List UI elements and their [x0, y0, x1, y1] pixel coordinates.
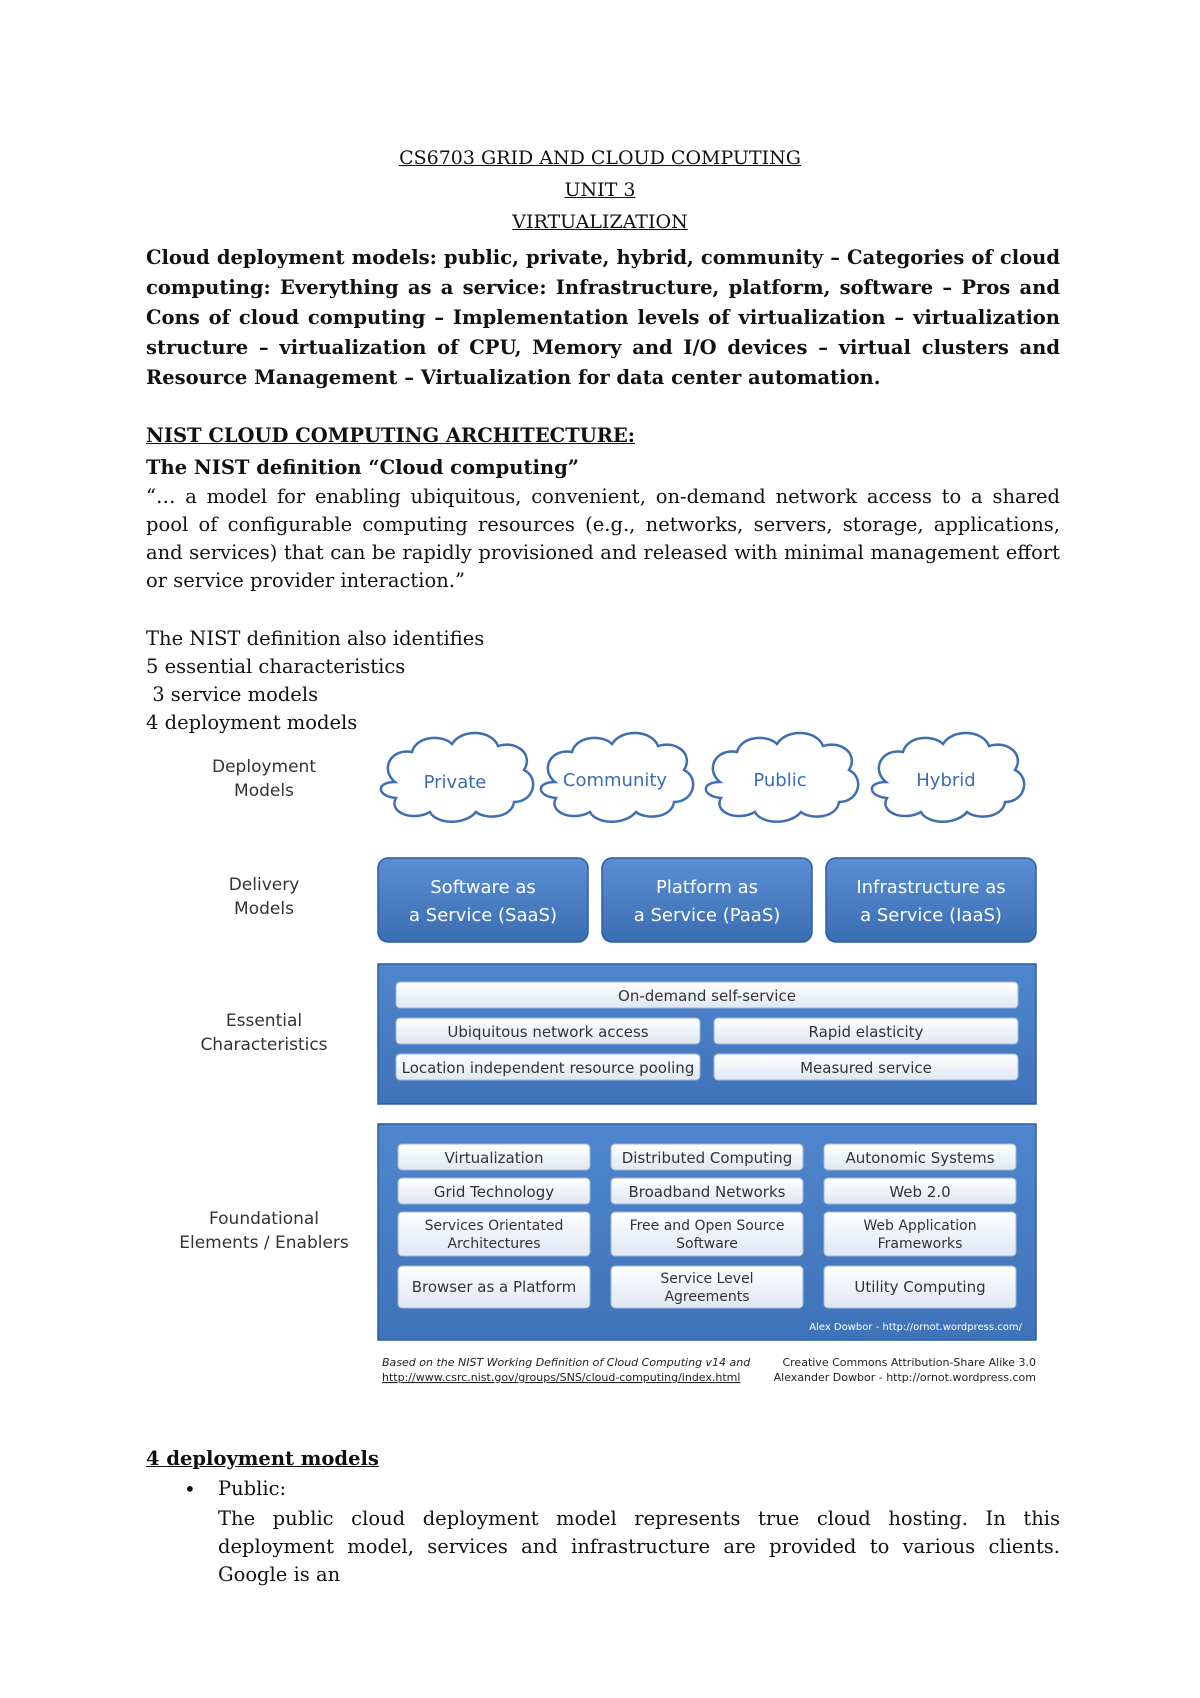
row-label-deployment: Models: [234, 781, 294, 801]
row-label-essential: Characteristics: [200, 1035, 328, 1055]
foundational-item: Free and Open Source: [629, 1218, 785, 1234]
foundational-item: Broadband Networks: [628, 1183, 786, 1201]
nist-architecture-diagram: [150, 730, 1070, 1410]
nist-item: 4 deployment models: [146, 711, 358, 734]
essential-item: On-demand self-service: [618, 987, 796, 1005]
svg-text:a Service (PaaS): a Service (PaaS): [633, 905, 781, 926]
foundational-item: Services Orientated: [424, 1218, 564, 1234]
diagram-attribution: Alex Dowbor - http://ornot.wordpress.com/: [809, 1322, 1022, 1333]
svg-text:a Service (IaaS): a Service (IaaS): [860, 905, 1002, 926]
bullet-marker: •: [184, 1477, 196, 1501]
row-label-foundational: Foundational: [208, 1209, 320, 1229]
foundational-item: Service Level: [660, 1271, 754, 1287]
svg-text:Infrastructure as: Infrastructure as: [856, 877, 1006, 898]
diagram-footer-right: Creative Commons Attribution-Share Alike 3.0: [782, 1356, 1036, 1369]
delivery-box-saas: [378, 858, 588, 942]
svg-text:Hybrid: Hybrid: [916, 770, 976, 791]
foundational-item: Web 2.0: [889, 1183, 951, 1201]
diagram-footer-left: Based on the NIST Working Definition of Cloud Computing v14 and: [382, 1356, 751, 1369]
svg-text:a Service (SaaS): a Service (SaaS): [409, 905, 557, 926]
row-label-essential: Essential: [225, 1011, 303, 1031]
foundational-item: Autonomic Systems: [845, 1149, 995, 1167]
diagram-footer-left-link: http://www.csrc.nist.gov/groups/SNS/cloud-computing/index.html: [382, 1371, 741, 1384]
nist-identifies-text: The NIST definition also identifies: [146, 627, 485, 650]
svg-text:Public: Public: [753, 770, 807, 791]
essential-item: Rapid elasticity: [808, 1023, 924, 1041]
foundational-item: Agreements: [664, 1289, 750, 1305]
delivery-box-paas: [602, 858, 812, 942]
svg-text:Private: Private: [423, 772, 487, 793]
essential-item: Location independent resource pooling: [401, 1059, 695, 1077]
topic-title: VIRTUALIZATION: [512, 211, 688, 233]
foundational-item: Browser as a Platform: [411, 1278, 577, 1296]
nist-item: 3 service models: [146, 683, 319, 706]
nist-quote: “… a model for enabling ubiquitous, convenient, on-demand network access to a shared pool of configurable computing resources (e.g., networks, servers, storage, applications, and services) that can be rapidly provisioned and released with minimal management effort or service provider interaction.”: [146, 485, 1060, 592]
public-description: The public cloud deployment model represents true cloud hosting. In this deployment model, services and infrastructure are provided to various clients. Google is an: [218, 1507, 1060, 1586]
row-label-deployment: Deployment: [212, 757, 316, 777]
row-label-delivery: Delivery: [228, 875, 300, 895]
cloud-community: [541, 733, 693, 822]
unit-title: UNIT 3: [564, 179, 636, 201]
foundational-item: Distributed Computing: [621, 1149, 793, 1167]
diagram-footer-right: Alexander Dowbor - http://ornot.wordpress.com: [773, 1371, 1036, 1384]
cloud-hybrid: [872, 733, 1024, 822]
nist-subheading: The NIST definition “Cloud computing”: [146, 456, 579, 479]
cloud-public: [706, 733, 858, 822]
essential-item: Measured service: [800, 1059, 932, 1077]
svg-text:Software as: Software as: [430, 877, 536, 898]
syllabus-paragraph: Cloud deployment models: public, private, hybrid, community – Categories of cloud computing: Everything as a service: Infrastructure, platform, software – Pros and Cons of cloud computing – Implementation levels of virtualization – virtualization structure – virtualization of CPU, Memory and I/O devices – virtual clusters and Resource Management – Virtualization for data center automation.: [146, 246, 1060, 389]
nist-heading: NIST CLOUD COMPUTING ARCHITECTURE:: [146, 424, 635, 447]
foundational-item: Grid Technology: [433, 1183, 555, 1201]
foundational-elements-panel: [378, 1124, 1036, 1340]
essential-item: Ubiquitous network access: [447, 1023, 649, 1041]
deployment-models-heading: 4 deployment models: [146, 1447, 379, 1470]
foundational-item: Software: [676, 1236, 738, 1252]
cloud-private: [381, 733, 533, 822]
foundational-item: Architectures: [447, 1236, 541, 1252]
foundational-item: Utility Computing: [854, 1278, 986, 1296]
svg-text:Platform as: Platform as: [655, 877, 759, 898]
foundational-item: Web Application: [863, 1218, 977, 1234]
row-label-foundational: Elements / Enablers: [179, 1233, 349, 1253]
delivery-box-iaas: [826, 858, 1036, 942]
foundational-item: Frameworks: [877, 1236, 963, 1252]
foundational-item: Virtualization: [444, 1149, 544, 1167]
course-title: CS6703 GRID AND CLOUD COMPUTING: [399, 147, 801, 169]
row-label-delivery: Models: [234, 899, 294, 919]
svg-text:Community: Community: [562, 770, 668, 791]
essential-characteristics-panel: [378, 964, 1036, 1104]
public-label: Public:: [218, 1477, 287, 1500]
nist-item: 5 essential characteristics: [146, 655, 406, 678]
